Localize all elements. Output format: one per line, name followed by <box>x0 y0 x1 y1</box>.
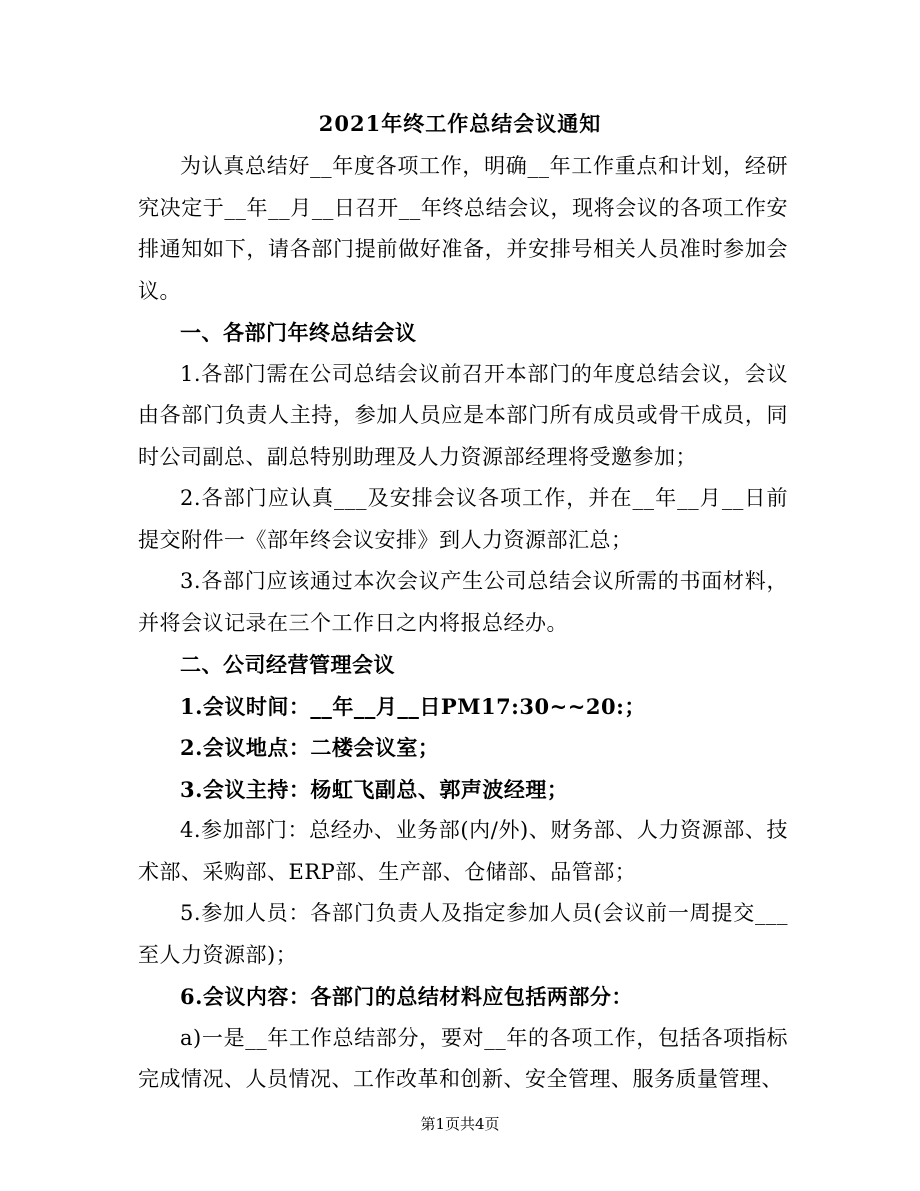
participating-departments: 4.参加部门：总经办、业务部(内/外)、财务部、人力资源部、技术部、采购部、ERP部、生产部、仓储部、品管部； <box>138 818 788 884</box>
content-item-a: a)一是__年工作总结部分，要对__年的各项工作，包括各项指标完成情况、人员情况、工作改革和创新、安全管理、服务质量管理、 <box>138 1025 788 1091</box>
section-1-item-2: 2.各部门应认真___及安排会议各项工作，并在__年__月__日前提交附件一《部年终会议安排》到人力资源部汇总； <box>138 486 788 552</box>
document-body <box>138 146 788 1101</box>
section-heading-2: 二、公司经营管理会议 <box>180 652 395 677</box>
meeting-content: 6.会议内容：各部门的总结材料应包括两部分： <box>180 984 633 1009</box>
meeting-location: 2.会议地点：二楼会议室； <box>180 735 440 760</box>
meeting-host: 3.会议主持：杨虹飞副总、郭声波经理； <box>180 776 569 802</box>
page-footer: 第1页共4页 <box>420 1115 500 1133</box>
participants: 5.参加人员：各部门负责人及指定参加人员(会议前一周提交___至人力资源部)； <box>138 901 788 967</box>
section-1-item-1: 1.各部门需在公司总结会议前召开本部门的年度总结会议，会议由各部门负责人主持，参加人员应是本部门所有成员或骨干成员，同时公司副总、副总特别助理及人力资源部经理将受邀参加； <box>138 361 788 469</box>
meeting-time: 1.会议时间：__年__月__日PM17:30~~20:； <box>180 693 646 719</box>
intro-paragraph: 为认真总结好__年度各项工作，明确__年工作重点和计划，经研究决定于__年__月__日召开__年终总结会议，现将会议的各项工作安排通知如下，请各部门提前做好准备，并安排号相关人员准时参加会议。 <box>138 154 788 303</box>
section-heading-1: 一、各部门年终总结会议 <box>180 320 417 345</box>
section-1-item-3: 3.各部门应该通过本次会议产生公司总结会议所需的书面材料，并将会议记录在三个工作日之内将报总经办。 <box>138 569 788 635</box>
document-title: 2021年终工作总结会议通知 <box>318 111 602 136</box>
